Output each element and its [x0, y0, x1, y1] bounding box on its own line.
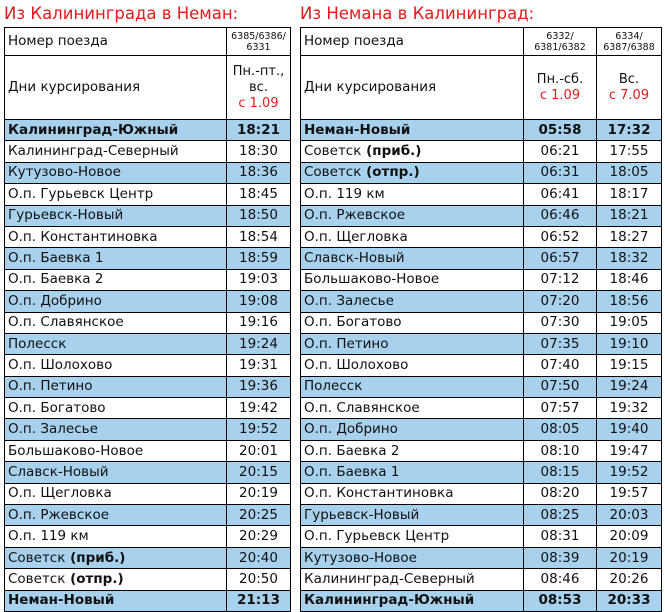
departure-time: 18:59 — [227, 248, 291, 269]
table-row — [5, 184, 291, 205]
departure-time-1: 07:30 — [524, 312, 597, 333]
table-row — [301, 184, 662, 205]
station-note: (приб.) — [65, 549, 126, 566]
table-row — [5, 462, 291, 483]
station-label: Калининград-Северный — [8, 143, 179, 160]
table-row — [301, 590, 662, 611]
station-note: (приб.) — [361, 143, 422, 160]
departure-time-2: 19:05 — [597, 312, 662, 333]
station-name — [301, 462, 524, 483]
departure-time-1: 08:05 — [524, 419, 597, 440]
table-row — [301, 226, 662, 247]
departure-time: 20:25 — [227, 505, 291, 526]
station-name — [301, 419, 524, 440]
departure-time-1: 07:50 — [524, 376, 597, 397]
station-name — [5, 355, 227, 376]
table-row — [5, 248, 291, 269]
departure-time-2: 17:32 — [597, 120, 662, 141]
station-label: Славск-Новый — [304, 250, 405, 267]
train-number-label: Номер поезда — [5, 28, 227, 56]
departure-time-2: 18:27 — [597, 226, 662, 247]
days-since: с 1.09 — [238, 95, 279, 111]
table-row — [5, 483, 291, 504]
station-label: Большаково-Новое — [304, 271, 440, 288]
station-label: Советск — [304, 164, 362, 181]
table-row — [5, 162, 291, 183]
table-row — [301, 312, 662, 333]
station-label: О.п. Баевка 2 — [8, 271, 104, 288]
station-label: Гурьевск-Новый — [8, 207, 124, 224]
station-name — [5, 440, 227, 461]
station-name — [5, 462, 227, 483]
station-label: Кутузово-Новое — [304, 549, 417, 566]
station-label: О.п. Константиновка — [304, 485, 454, 502]
days-value-text-2: Вс. — [618, 71, 640, 87]
station-label: О.п. Добрино — [304, 421, 398, 438]
station-label: О.п. Баевка 1 — [304, 463, 400, 480]
station-name — [301, 269, 524, 290]
station-name — [5, 141, 227, 162]
station-label: О.п. Шолохово — [304, 356, 409, 373]
table-row — [5, 205, 291, 226]
days-value-text: Пн.-пт., вс. — [232, 63, 285, 95]
station-name — [301, 184, 524, 205]
days-since-2: с 7.09 — [608, 87, 650, 103]
station-label: О.п. Баевка 1 — [8, 250, 104, 267]
table-row — [5, 590, 291, 611]
station-label: О.п. Гурьевск Центр — [8, 185, 154, 202]
table-row — [301, 419, 662, 440]
departure-time-1: 08:31 — [524, 526, 597, 547]
table-row — [5, 569, 291, 590]
table-row — [301, 355, 662, 376]
days-value — [227, 56, 291, 120]
table-row — [301, 440, 662, 461]
header-row-days — [301, 56, 662, 120]
departure-time-2: 20:19 — [597, 547, 662, 568]
departure-time: 18:54 — [227, 226, 291, 247]
table-row — [5, 376, 291, 397]
train-number-value: 6385/6386/ 6331 — [227, 28, 291, 56]
table-row — [301, 547, 662, 568]
station-name — [5, 569, 227, 590]
departure-time-1: 06:31 — [524, 162, 597, 183]
station-name — [5, 333, 227, 354]
schedule-to-neman — [4, 0, 290, 612]
departure-time: 19:16 — [227, 312, 291, 333]
departure-time-2: 19:40 — [597, 419, 662, 440]
departure-time-2: 19:52 — [597, 462, 662, 483]
departure-time-1: 07:40 — [524, 355, 597, 376]
departure-time-2: 19:47 — [597, 440, 662, 461]
station-name — [5, 590, 227, 611]
station-name — [5, 526, 227, 547]
station-name — [301, 291, 524, 312]
station-label: Гурьевск-Новый — [304, 506, 420, 523]
station-name — [5, 376, 227, 397]
station-name — [301, 483, 524, 504]
departure-time-1: 08:20 — [524, 483, 597, 504]
train-number-label: Номер поезда — [301, 28, 524, 56]
table-row — [301, 483, 662, 504]
departure-time-2: 18:56 — [597, 291, 662, 312]
table-row — [301, 462, 662, 483]
station-name — [301, 162, 524, 183]
departure-time-2: 17:55 — [597, 141, 662, 162]
table-row — [301, 376, 662, 397]
station-label: О.п. Ржевское — [304, 207, 406, 224]
station-label: Кутузово-Новое — [8, 164, 121, 181]
station-label: О.п. Баевка 2 — [304, 442, 400, 459]
station-label: О.п. Славянское — [304, 399, 420, 416]
table-row — [5, 505, 291, 526]
station-name — [5, 162, 227, 183]
station-label: Калининград-Северный — [304, 570, 475, 587]
days-label: Дни курсирования — [301, 56, 524, 120]
departure-time-2: 18:17 — [597, 184, 662, 205]
table-row — [5, 333, 291, 354]
station-name — [301, 505, 524, 526]
departure-time-1: 08:25 — [524, 505, 597, 526]
heading-to-kaliningrad: Из Немана в Калининград: — [300, 4, 535, 23]
station-name — [301, 398, 524, 419]
table-row — [5, 226, 291, 247]
station-name — [301, 355, 524, 376]
table-row — [5, 419, 291, 440]
departure-time-1: 08:53 — [524, 590, 597, 611]
departure-time: 19:03 — [227, 269, 291, 290]
departure-time: 19:08 — [227, 291, 291, 312]
timetable-to-neman — [4, 27, 291, 612]
station-name — [5, 269, 227, 290]
station-label: Большаково-Новое — [8, 442, 144, 459]
header-row-train — [301, 28, 662, 56]
station-label: О.п. Щегловка — [8, 485, 112, 502]
station-name — [301, 333, 524, 354]
table-row — [5, 355, 291, 376]
departure-time-2: 18:21 — [597, 205, 662, 226]
station-name — [5, 505, 227, 526]
departure-time-2: 20:26 — [597, 569, 662, 590]
train-number-value-2: 6334/ 6387/6388 — [597, 28, 662, 56]
departure-time-2: 18:46 — [597, 269, 662, 290]
table-row — [301, 291, 662, 312]
departure-time: 19:36 — [227, 376, 291, 397]
days-since-1: с 1.09 — [539, 87, 581, 103]
table-row — [301, 505, 662, 526]
station-label: Советск — [8, 549, 66, 566]
departure-time-1: 08:46 — [524, 569, 597, 590]
departure-time: 21:13 — [227, 590, 291, 611]
table-row — [301, 526, 662, 547]
station-label: О.п. Петино — [304, 335, 389, 352]
departure-time-1: 07:20 — [524, 291, 597, 312]
departure-time: 19:24 — [227, 333, 291, 354]
days-value-text-1: Пн.-сб. — [536, 71, 584, 87]
departure-time-1: 08:39 — [524, 547, 597, 568]
station-label: Калининград-Южный — [8, 121, 179, 138]
departure-time-1: 06:52 — [524, 226, 597, 247]
station-name — [301, 440, 524, 461]
station-label: О.п. Гурьевск Центр — [304, 528, 450, 545]
departure-time-2: 20:03 — [597, 505, 662, 526]
departure-time-2: 19:10 — [597, 333, 662, 354]
station-note: (отпр.) — [361, 164, 420, 181]
table-row — [301, 120, 662, 141]
departure-time: 18:50 — [227, 205, 291, 226]
station-name — [301, 376, 524, 397]
station-name — [301, 226, 524, 247]
departure-time-1: 07:35 — [524, 333, 597, 354]
station-label: Советск — [8, 570, 66, 587]
station-name — [301, 547, 524, 568]
table-row — [301, 205, 662, 226]
table-row — [5, 141, 291, 162]
table-row — [301, 162, 662, 183]
station-name — [301, 590, 524, 611]
table-row — [5, 120, 291, 141]
station-name — [301, 569, 524, 590]
header-row-days — [5, 56, 291, 120]
departure-time-2: 19:15 — [597, 355, 662, 376]
heading-to-neman: Из Калининграда в Неман: — [4, 4, 239, 23]
station-label: О.п. Богатово — [304, 314, 402, 331]
station-name — [301, 526, 524, 547]
departure-time-2: 18:32 — [597, 248, 662, 269]
departure-time-1: 08:10 — [524, 440, 597, 461]
departure-time: 20:19 — [227, 483, 291, 504]
departure-time: 18:21 — [227, 120, 291, 141]
departure-time: 19:42 — [227, 398, 291, 419]
station-label: Неман-Новый — [304, 121, 411, 138]
station-name — [301, 120, 524, 141]
station-label: О.п. Ржевское — [8, 506, 110, 523]
station-label: О.п. Константиновка — [8, 228, 158, 245]
departure-time: 18:36 — [227, 162, 291, 183]
table-row — [301, 141, 662, 162]
station-name — [301, 312, 524, 333]
station-name — [5, 547, 227, 568]
table-row — [5, 398, 291, 419]
departure-time: 20:15 — [227, 462, 291, 483]
departure-time: 18:45 — [227, 184, 291, 205]
station-label: О.п. Петино — [8, 378, 93, 395]
days-value-2 — [597, 56, 662, 120]
station-label: О.п. Богатово — [8, 399, 106, 416]
departure-time-2: 19:57 — [597, 483, 662, 504]
departure-time: 19:52 — [227, 419, 291, 440]
departure-time-1: 06:41 — [524, 184, 597, 205]
table-row — [301, 569, 662, 590]
table-row — [5, 312, 291, 333]
station-name — [5, 483, 227, 504]
station-label: Неман-Новый — [8, 592, 115, 609]
departure-time-1: 06:21 — [524, 141, 597, 162]
table-row — [301, 398, 662, 419]
table-row — [5, 526, 291, 547]
station-label: О.п. Залесье — [304, 292, 394, 309]
station-label: Славск-Новый — [8, 463, 109, 480]
station-name — [5, 226, 227, 247]
table-row — [5, 291, 291, 312]
train-number-value-1: 6332/ 6381/6382 — [524, 28, 597, 56]
station-label: Калининград-Южный — [304, 592, 475, 609]
station-name — [5, 120, 227, 141]
departure-time: 19:31 — [227, 355, 291, 376]
station-label: О.п. Шолохово — [8, 356, 113, 373]
departure-time-1: 05:58 — [524, 120, 597, 141]
station-label: О.п. Добрино — [8, 292, 102, 309]
departure-time: 20:29 — [227, 526, 291, 547]
station-name — [5, 312, 227, 333]
departure-time-1: 07:12 — [524, 269, 597, 290]
station-label: Полесск — [304, 378, 363, 395]
station-note: (отпр.) — [65, 570, 124, 587]
table-row — [301, 248, 662, 269]
departure-time-1: 08:15 — [524, 462, 597, 483]
departure-time: 20:01 — [227, 440, 291, 461]
station-name — [5, 291, 227, 312]
table-row — [5, 547, 291, 568]
departure-time-1: 06:46 — [524, 205, 597, 226]
station-name — [5, 184, 227, 205]
station-label: О.п. Щегловка — [304, 228, 408, 245]
days-label: Дни курсирования — [5, 56, 227, 120]
station-name — [5, 419, 227, 440]
station-name — [5, 248, 227, 269]
station-name — [301, 141, 524, 162]
station-name — [301, 205, 524, 226]
station-label: Полесск — [8, 335, 67, 352]
station-label: Советск — [304, 143, 362, 160]
schedule-to-kaliningrad — [300, 0, 661, 612]
days-value-1 — [524, 56, 597, 120]
station-label: О.п. 119 км — [304, 185, 385, 202]
station-label: О.п. Славянское — [8, 314, 124, 331]
departure-time-2: 19:24 — [597, 376, 662, 397]
station-label: О.п. Залесье — [8, 421, 98, 438]
table-row — [5, 269, 291, 290]
departure-time: 20:50 — [227, 569, 291, 590]
departure-time: 20:40 — [227, 547, 291, 568]
header-row-train — [5, 28, 291, 56]
departure-time-2: 20:33 — [597, 590, 662, 611]
departure-time-1: 06:57 — [524, 248, 597, 269]
departure-time-1: 07:57 — [524, 398, 597, 419]
departure-time-2: 19:32 — [597, 398, 662, 419]
timetable-to-kaliningrad — [300, 27, 662, 612]
station-name — [5, 398, 227, 419]
departure-time-2: 20:09 — [597, 526, 662, 547]
departure-time-2: 18:05 — [597, 162, 662, 183]
table-row — [301, 269, 662, 290]
table-row — [5, 440, 291, 461]
station-name — [5, 205, 227, 226]
station-name — [301, 248, 524, 269]
table-row — [301, 333, 662, 354]
departure-time: 18:30 — [227, 141, 291, 162]
station-label: О.п. 119 км — [8, 528, 89, 545]
